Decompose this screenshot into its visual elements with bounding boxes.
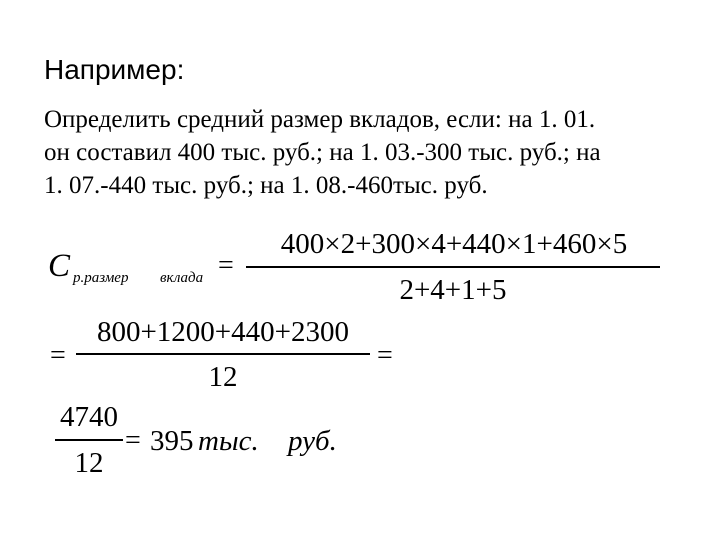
slide-heading: Например: (44, 54, 185, 85)
formula-subscript-1: р.размер (73, 270, 129, 286)
problem-line-2: он составил 400 тыс. руб.; на 1. 03.-300 тыс. руб.; на (44, 139, 601, 166)
problem-text (44, 103, 601, 202)
formula-symbol: C (48, 248, 71, 284)
equals-sign-4: = (125, 425, 141, 456)
problem-line-1: Определить средний размер вкладов, если: на 1. 01. (44, 106, 596, 133)
equals-sign-2: = (50, 340, 66, 371)
fraction-1-bar (246, 266, 660, 268)
equals-sign-3: = (377, 340, 393, 371)
result-unit-thousands: тыс. (198, 425, 259, 457)
fraction-3-numerator: 4740 (60, 401, 118, 433)
result-value: 395 (150, 425, 194, 457)
fraction-1-denominator: 2+4+1+5 (399, 274, 507, 306)
equals-sign-1: = (218, 250, 234, 281)
result-unit-rubles: руб. (288, 425, 337, 457)
fraction-2-bar (76, 353, 370, 355)
fraction-2-numerator: 800+1200+440+2300 (96, 316, 350, 348)
fraction-3-bar (55, 439, 123, 441)
formula-subscript-2: вклада (160, 270, 204, 286)
fraction-2-denominator: 12 (208, 361, 238, 393)
problem-line-3: 1. 07.-440 тыс. руб.; на 1. 08.-460тыс. руб. (44, 172, 488, 199)
fraction-3-denominator: 12 (74, 447, 104, 479)
fraction-1-numerator: 400×2+300×4+440×1+460×5 (280, 228, 628, 260)
